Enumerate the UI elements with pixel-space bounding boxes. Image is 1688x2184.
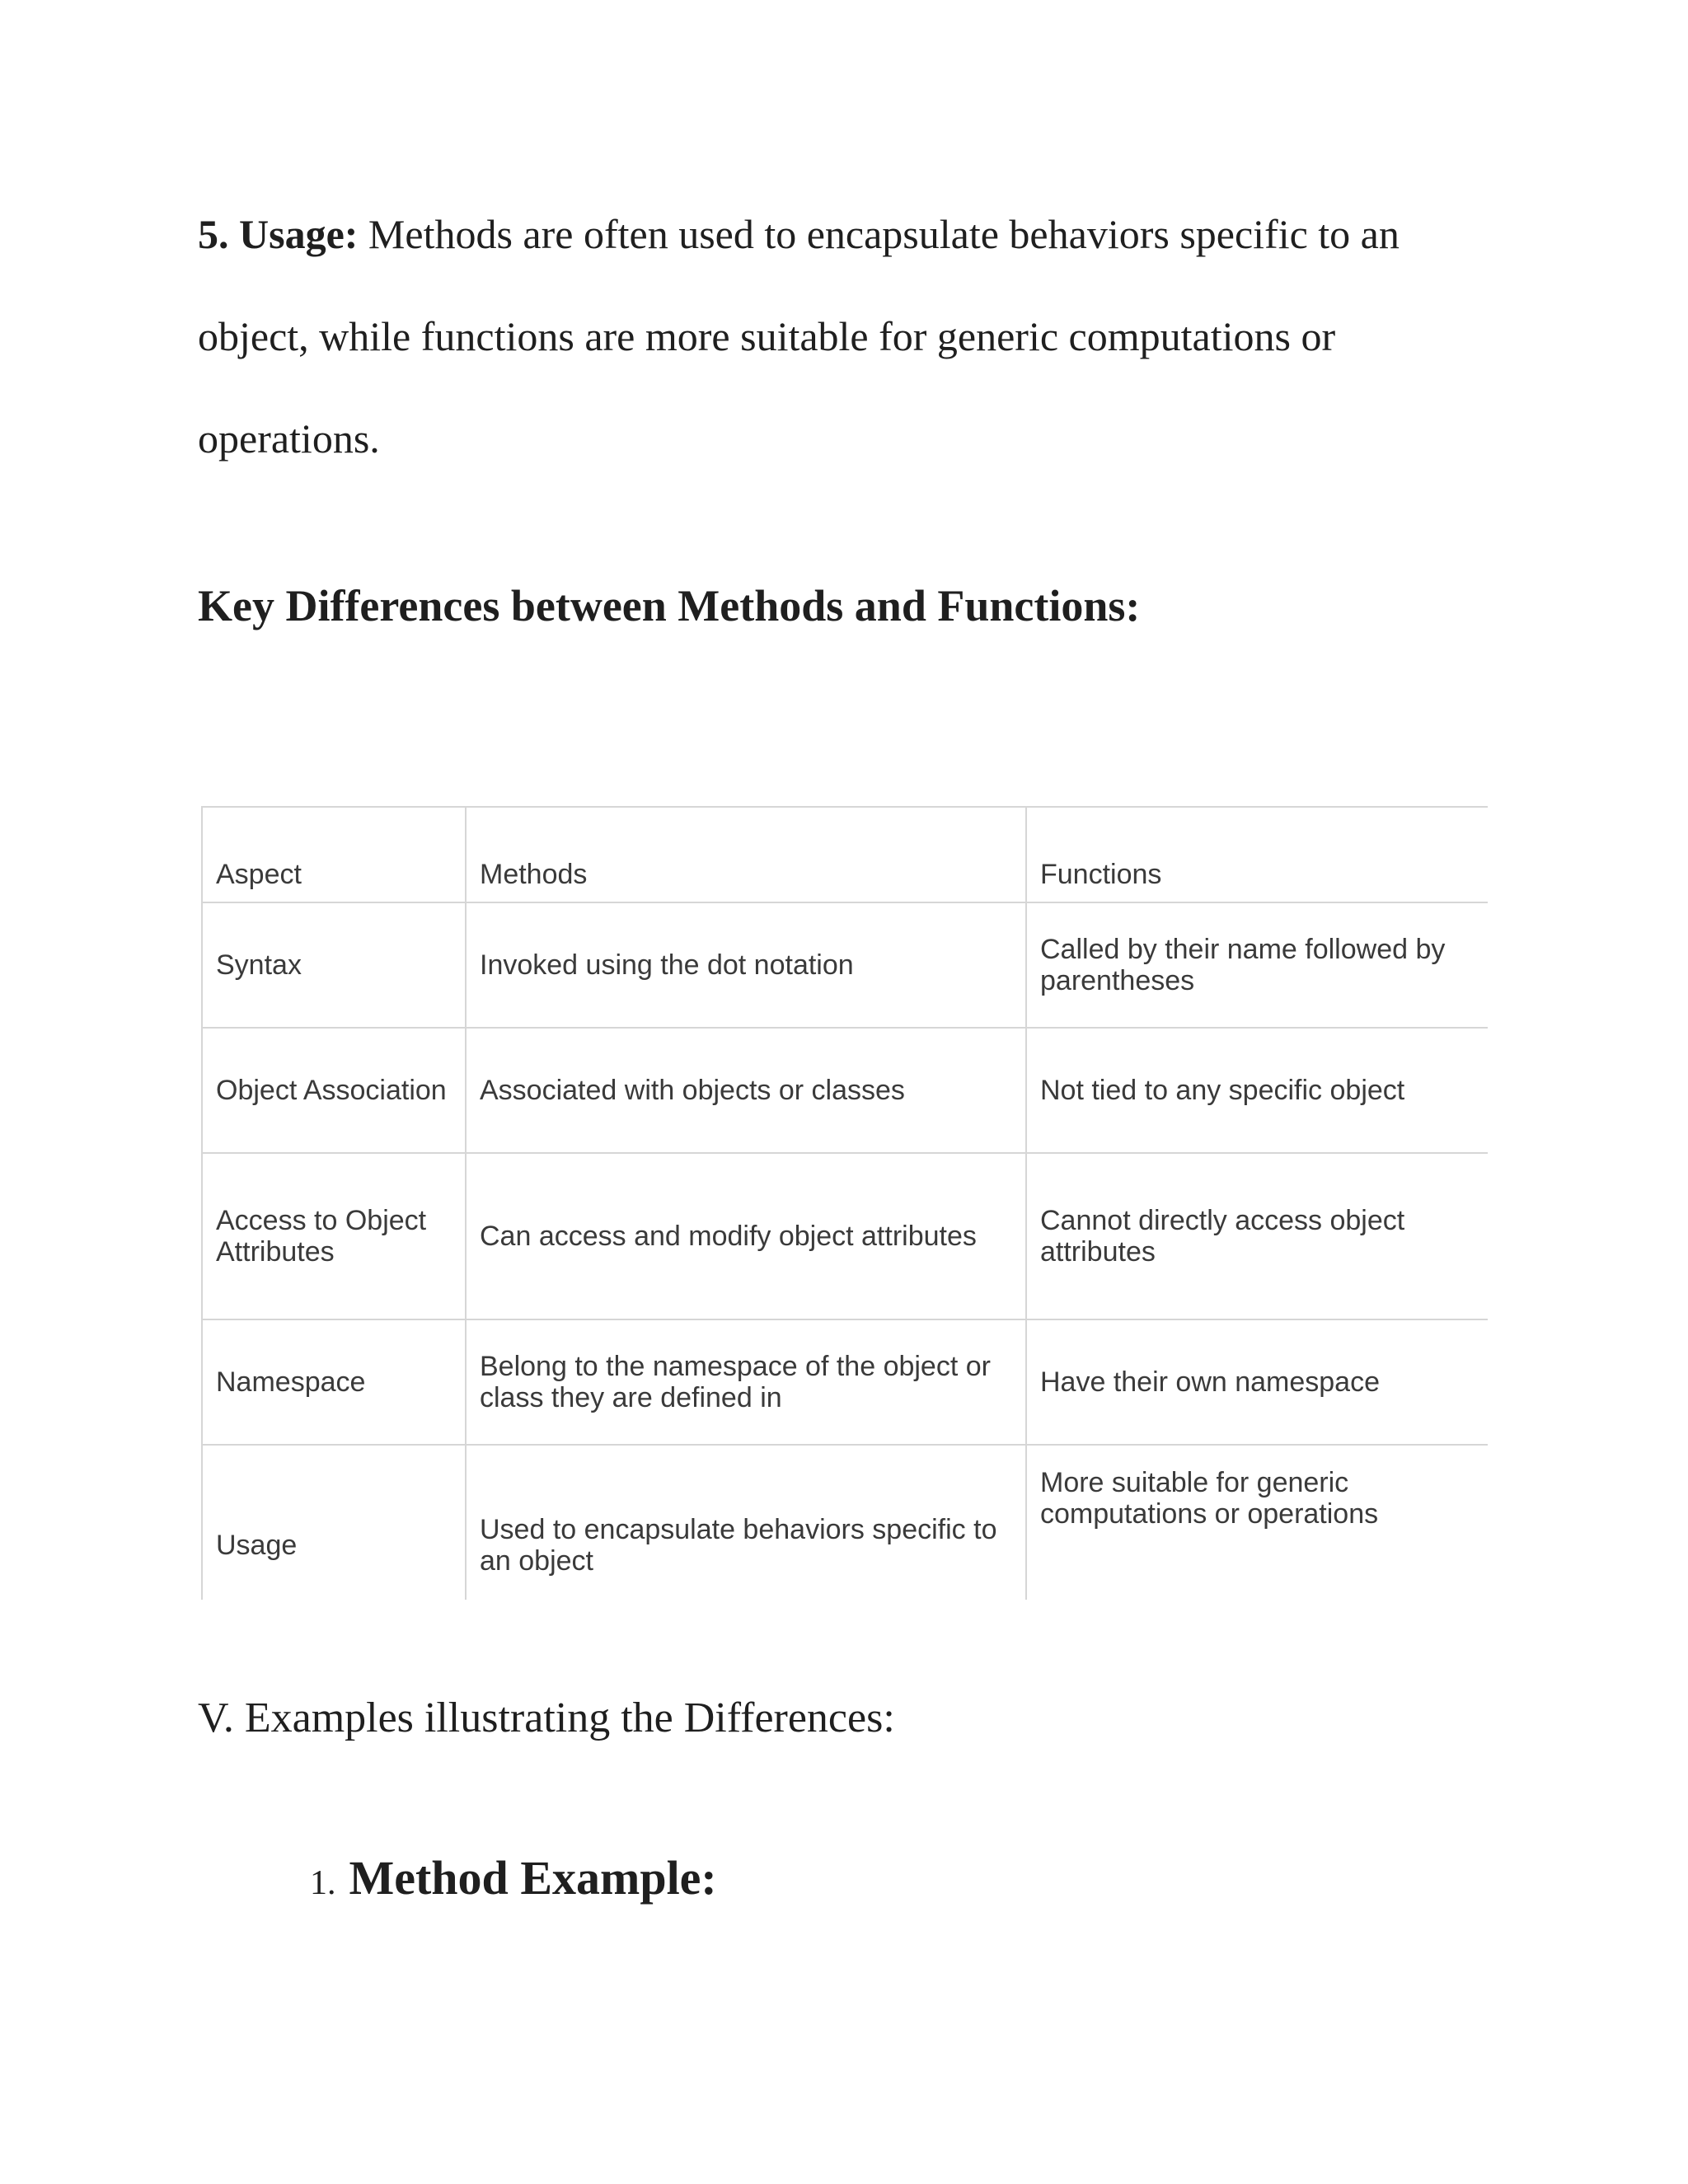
cell-aspect: Namespace	[202, 1319, 466, 1445]
cell-aspect: Usage	[202, 1445, 466, 1600]
usage-paragraph	[198, 183, 1517, 490]
table-row	[202, 1153, 1488, 1319]
cell-methods: Belong to the namespace of the object or class they are defined in	[466, 1319, 1026, 1445]
cell-aspect: Syntax	[202, 902, 466, 1028]
cell-methods: Used to encapsulate behaviors specific to an object	[466, 1445, 1026, 1600]
cell-methods: Associated with objects or classes	[466, 1028, 1026, 1153]
table-row	[202, 902, 1488, 1028]
cell-aspect: Access to Object Attributes	[202, 1153, 466, 1319]
key-differences-heading: Key Differences between Methods and Functions:	[198, 581, 1141, 630]
cell-aspect: Object Association	[202, 1028, 466, 1153]
differences-table-image	[201, 806, 1488, 1600]
section-heading: V. Examples illustrating the Differences:	[198, 1694, 895, 1741]
numbered-list-item	[310, 1850, 717, 1905]
cell-functions: More suitable for generic computations or operations	[1026, 1445, 1488, 1600]
table-row	[202, 1319, 1488, 1445]
cell-methods: Invoked using the dot notation	[466, 902, 1026, 1028]
table-row	[202, 1028, 1488, 1153]
header-functions: Functions	[1026, 807, 1488, 902]
usage-text: Methods are often used to encapsulate behaviors specific to an object, while functions are more suitable for generic computations or operations.	[198, 211, 1400, 462]
table-row	[202, 1445, 1488, 1600]
usage-lead: 5. Usage:	[198, 211, 359, 257]
header-aspect: Aspect	[202, 807, 466, 902]
cell-functions: Called by their name followed by parentheses	[1026, 902, 1488, 1028]
list-item-number: 1.	[310, 1864, 336, 1902]
cell-functions: Have their own namespace	[1026, 1319, 1488, 1445]
cell-methods: Can access and modify object attributes	[466, 1153, 1026, 1319]
list-item-label: Method Example:	[349, 1851, 717, 1905]
header-methods: Methods	[466, 807, 1026, 902]
differences-table	[201, 806, 1488, 1600]
cell-functions: Not tied to any specific object	[1026, 1028, 1488, 1153]
table-header-row	[202, 807, 1488, 902]
cell-functions: Cannot directly access object attributes	[1026, 1153, 1488, 1319]
